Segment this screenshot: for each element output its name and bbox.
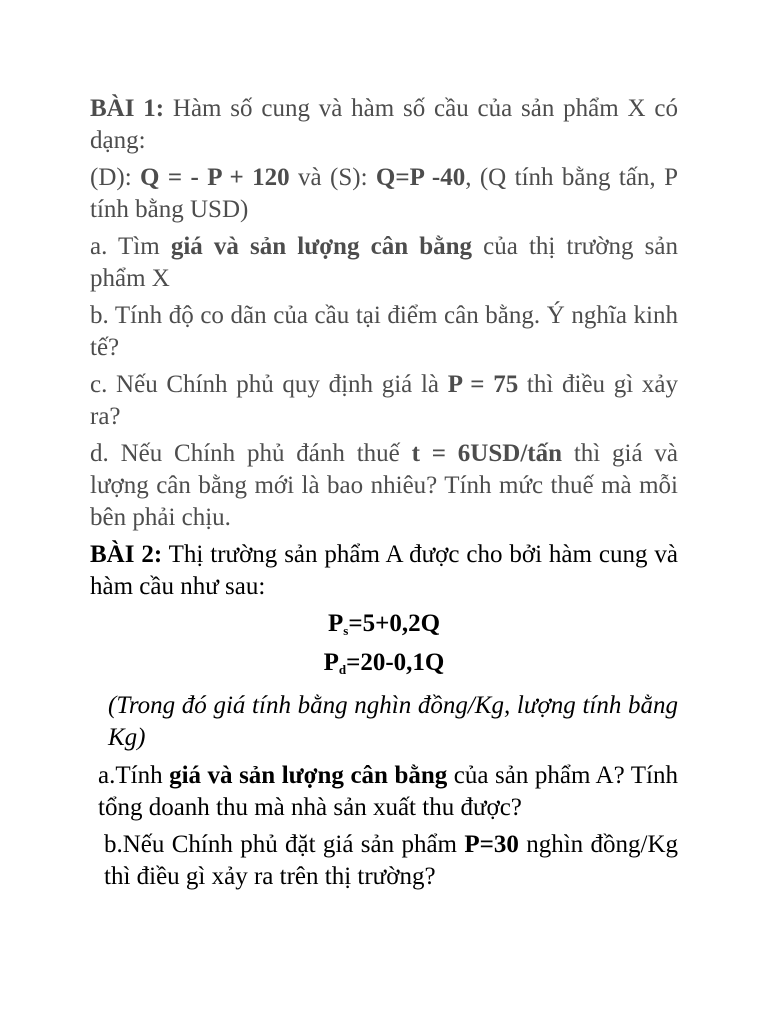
q-a-bold: giá và sản lượng cân bằng: [170, 233, 473, 260]
q2-a-suffix: của sản phẩm A? Tính tổng doanh thu mà nhà sản xuất thu được?: [98, 762, 678, 821]
q2-b-suffix: nghìn đồng/Kg thì điều gì xảy ra trên thị trường?: [104, 831, 678, 890]
demand-equation: Q = - P + 120: [140, 164, 290, 191]
q-c-prefix: c. Nếu Chính phủ quy định giá là: [90, 371, 448, 398]
bai1-intro-text: Hàm số cung và hàm số cầu của sản phẩm X có dạng:: [90, 95, 678, 154]
supply-equation: Q=P -40: [375, 164, 466, 191]
bai1-question-a: [90, 231, 678, 295]
q-c-bold: P = 75: [447, 371, 519, 398]
demand-formula-sub: d: [338, 662, 347, 677]
supply-formula: [90, 608, 678, 647]
units-note-bai2: (Trong đó giá tính bằng nghìn đồng/Kg, lượng tính bằng Kg): [108, 692, 678, 751]
supply-label: và (S):: [289, 164, 376, 191]
demand-label: (D):: [90, 164, 141, 191]
bai2-intro: [90, 539, 678, 603]
q-d-bold: t = 6USD/tấn: [411, 440, 562, 467]
bai2-question-b: [90, 829, 678, 893]
supply-formula-sub: s: [343, 623, 349, 638]
q-a-prefix: a. Tìm: [90, 233, 171, 260]
bai1-functions: [90, 162, 678, 226]
supply-formula-base: P: [327, 610, 344, 637]
q-d-suffix: thì giá và lượng cân bằng mới là bao nhiêu? Tính mức thuế mà mỗi bên phải chịu.: [90, 440, 678, 531]
bai1-question-d: [90, 438, 678, 534]
q2-a-bold: giá và sản lượng cân bằng: [169, 762, 448, 789]
bai1-heading: BÀI 1:: [90, 95, 165, 122]
demand-formula-base: P: [323, 649, 339, 676]
q2-b-bold: P=30: [464, 831, 519, 858]
bai1-question-b: b. Tính độ co dãn của cầu tại điểm cân bằng. Ý nghĩa kinh tế?: [90, 302, 678, 361]
supply-formula-rest: =5+0,2Q: [348, 610, 441, 637]
bai2-question-a: [90, 760, 678, 824]
bai1-intro: [90, 93, 678, 157]
q-d-prefix: d. Nếu Chính phủ đánh thuế: [90, 440, 412, 467]
bai2-heading: BÀI 2:: [90, 541, 163, 568]
demand-formula: [90, 647, 678, 686]
units-note: , (Q tính bằng tấn, P tính bằng USD): [90, 164, 678, 223]
q2-b-prefix: b.Nếu Chính phủ đặt giá sản phẩm: [104, 831, 465, 858]
bai2-intro-text: Thị trường sản phẩm A được cho bởi hàm cung và hàm cầu như sau:: [90, 541, 678, 600]
q-a-suffix: của thị trường sản phẩm X: [90, 233, 678, 292]
demand-formula-rest: =20-0,1Q: [346, 649, 445, 676]
q-c-suffix: thì điều gì xảy ra?: [90, 371, 678, 430]
bai1-question-c: [90, 369, 678, 433]
q2-a-prefix: a.Tính: [98, 762, 170, 789]
